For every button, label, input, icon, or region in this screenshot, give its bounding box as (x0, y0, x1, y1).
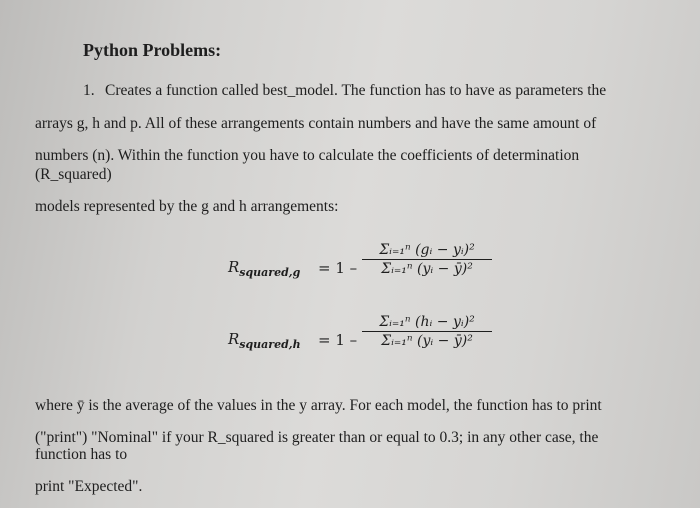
page-title: Python Problems: (83, 40, 222, 60)
paragraph1-line4: (R_squared) (35, 166, 112, 183)
formula-h-label: $R_{squared,h}$ (228, 330, 301, 351)
paragraph1-line1: Creates a function called best_model. The function has to have as parameters the (105, 82, 607, 99)
formula-g-label: $R_{squared,g}$ (228, 258, 301, 279)
formula-h-denominator: Σᵢ₌₁ⁿ (yᵢ − ȳ)² (381, 333, 473, 349)
formula-g-equals: = 1 – (318, 259, 358, 277)
formula-h-numerator: Σᵢ₌₁ⁿ (hᵢ − yᵢ)² (379, 314, 475, 330)
formula-g-fraction-bar (362, 259, 492, 260)
formula-h-fraction-bar (362, 331, 492, 332)
formula-h-equals: = 1 – (318, 331, 358, 349)
paragraph3-line1: where ȳ is the average of the values in the y array. For each model, the function has to print (35, 397, 602, 414)
formula-g-denominator: Σᵢ₌₁ⁿ (yᵢ − ȳ)² (381, 261, 473, 277)
formula-g-numerator: Σᵢ₌₁ⁿ (gᵢ − yᵢ)² (379, 242, 475, 258)
item-number: 1. (83, 82, 95, 99)
paragraph2: models represented by the g and h arrangements: (35, 198, 339, 215)
paragraph1-line3: numbers (n). Within the function you have to calculate the coefficients of determination (35, 147, 580, 164)
paragraph4: print "Expected". (35, 478, 143, 495)
paragraph3-line3: function has to (35, 446, 128, 463)
paragraph1-line2: arrays g, h and p. All of these arrangements contain numbers and have the same amount of (35, 115, 597, 132)
paragraph3-line2: ("print") "Nominal" if your R_squared is greater than or equal to 0.3; in any other case, the (35, 429, 599, 446)
formula-h-fraction (362, 314, 492, 349)
formula-g-fraction (362, 242, 492, 277)
